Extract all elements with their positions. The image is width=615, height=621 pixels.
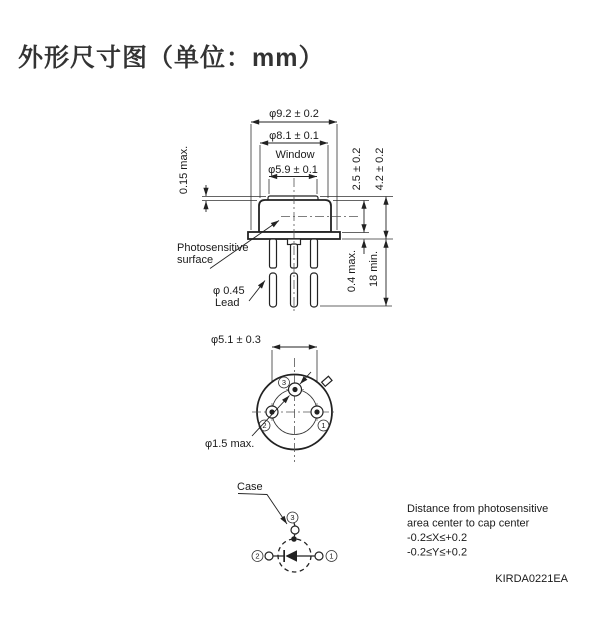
lead-label: Lead bbox=[215, 297, 240, 309]
svg-text:1: 1 bbox=[329, 551, 334, 561]
circuit-pin-label-3 bbox=[287, 512, 298, 523]
svg-text:3: 3 bbox=[290, 513, 295, 523]
window-step-label: 0.15 max. bbox=[177, 145, 190, 195]
note-line3: -0.2≤X≤+0.2 bbox=[407, 532, 468, 544]
notes-block bbox=[407, 503, 569, 585]
total-height-label: 4.2 ± 0.2 bbox=[373, 147, 386, 191]
lead-right-upper bbox=[311, 239, 318, 268]
photodiode-symbol bbox=[273, 550, 315, 562]
photosensitive-label-line2: surface bbox=[177, 254, 214, 266]
pin2-terminal bbox=[265, 552, 273, 560]
lead-left-lower bbox=[270, 273, 277, 307]
document-number: KIRDA0221EA bbox=[495, 573, 568, 585]
window-diameter-label: φ5.9 ± 0.1 bbox=[268, 164, 318, 176]
index-tab bbox=[322, 376, 332, 386]
leads bbox=[270, 239, 318, 307]
pin3-wire bbox=[294, 534, 295, 537]
svg-text:2: 2 bbox=[255, 551, 260, 561]
lead-diameter-label: φ 0.45 bbox=[213, 285, 245, 297]
circuit-pin-label-1 bbox=[326, 551, 337, 562]
lead-leader-arrow bbox=[249, 281, 265, 302]
flange-thickness-label: 0.4 max. bbox=[345, 249, 358, 293]
case-label: Case bbox=[237, 481, 263, 493]
svg-text:2: 2 bbox=[262, 421, 267, 431]
page-title: 外形尺寸图（单位：mm） bbox=[18, 44, 325, 72]
side-view bbox=[177, 108, 393, 313]
pin1-terminal bbox=[315, 552, 323, 560]
svg-text:1: 1 bbox=[321, 421, 326, 431]
lead-right-lower bbox=[311, 273, 318, 307]
lead-circle-label: φ5.1 ± 0.3 bbox=[211, 334, 261, 346]
circuit-diagram bbox=[237, 481, 337, 572]
bottom-view bbox=[205, 334, 337, 462]
flange-diameter-label: φ9.2 ± 0.2 bbox=[269, 108, 319, 120]
seal-diameter-label: φ1.5 max. bbox=[205, 438, 255, 450]
photosensitive-label-line1: Photosensitive bbox=[177, 242, 249, 254]
window-label: Window bbox=[275, 149, 315, 161]
case-leader-arrow bbox=[238, 494, 287, 525]
pin3-terminal bbox=[291, 526, 299, 534]
cap-height-label: 2.5 ± 0.2 bbox=[350, 147, 363, 191]
circuit-pin-label-2 bbox=[252, 551, 263, 562]
note-line4: -0.2≤Y≤+0.2 bbox=[407, 546, 468, 559]
note-line1: Distance from photosensitive bbox=[407, 503, 549, 515]
svg-text:3: 3 bbox=[281, 378, 287, 388]
diode-triangle bbox=[285, 550, 297, 561]
cap-diameter-label: φ8.1 ± 0.1 bbox=[269, 130, 319, 142]
lead-length-label: 18 min. bbox=[367, 250, 380, 288]
lead-left-upper bbox=[270, 239, 277, 268]
cathode-bar bbox=[283, 550, 285, 562]
note-line2: area center to cap center bbox=[407, 517, 530, 530]
